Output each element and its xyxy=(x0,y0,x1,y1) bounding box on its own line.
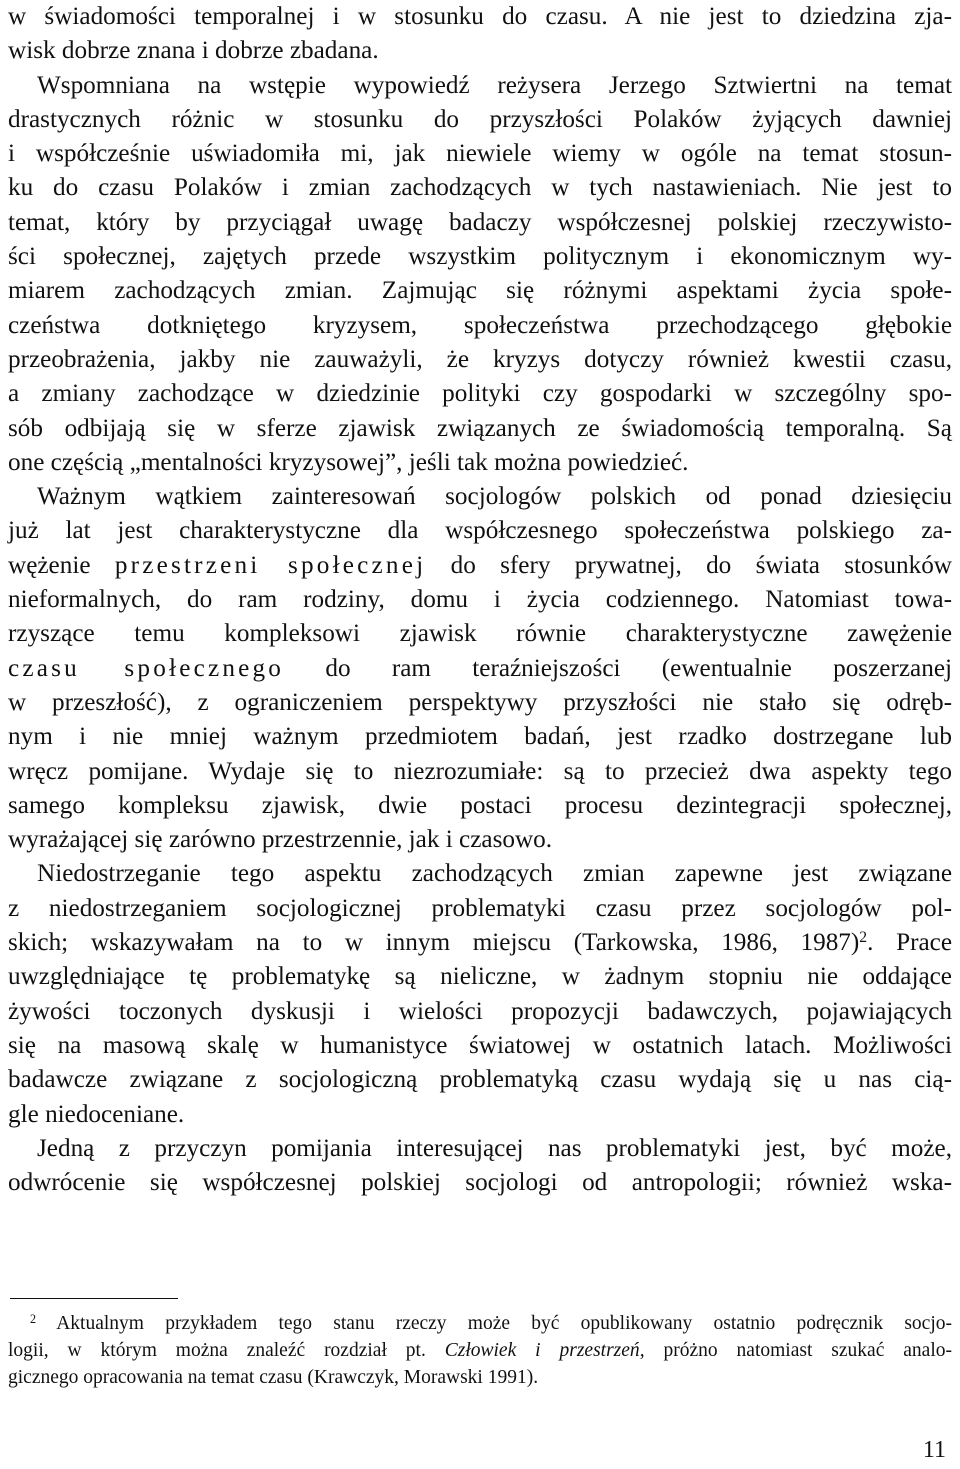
text-run: do ram teraźniejszości (ewentualnie poszerzanej xyxy=(284,654,952,682)
footnotes xyxy=(8,1310,952,1391)
text-line: nieformalnych, do ram rodziny, domu i życia codziennego. Natomiast towa- xyxy=(8,586,952,614)
body-text xyxy=(8,0,952,1200)
page-number: 11 xyxy=(922,1437,946,1463)
footnote-line xyxy=(8,1364,952,1391)
text-line: wisk dobrze znana i dobrze zbadana. xyxy=(8,37,379,65)
footnote-ref xyxy=(859,929,867,946)
book-title: Człowiek i przestrzeń xyxy=(444,1340,640,1361)
footnote-number: 2 xyxy=(30,1311,37,1326)
text-line: Niedostrzeganie tego aspektu zachodzących zmian zapewne jest związane xyxy=(37,860,952,888)
text-line: a zmiany zachodzące w dziedzinie polityki czy gospodarki w szczególny spo- xyxy=(8,380,952,408)
text-line: żywości toczonych dyskusji i wielości propozycji badawczych, pojawiających xyxy=(8,997,952,1025)
text-line: badawcze związane z socjologiczną problematyką czasu wydają się u nas cią- xyxy=(8,1066,952,1094)
text-line: czeństwa dotkniętego kryzysem, społeczeństwa przechodzącego głębokie xyxy=(8,311,952,339)
text-line: wręcz pomijane. Wydaje się to niezrozumiałe: są to przecież dwa aspekty tego xyxy=(8,757,952,785)
text-line: ku do czasu Polaków i zmian zachodzących w tych nastawieniach. Nie jest to xyxy=(8,174,952,202)
text-line: rzyszące temu kompleksowi zjawisk równie charakterystyczne zawężenie xyxy=(8,620,952,648)
text-line: sób odbijają się w sferze zjawisk związanych ze świadomością temporalną. Są xyxy=(8,414,952,442)
text-run: Aktualnym przykładem tego stanu rzeczy może być opublikowany ostatnio podręcznik socjo- xyxy=(56,1313,952,1334)
text-run: gicznego opracowania na temat czasu (Krawczyk, Morawski 1991). xyxy=(8,1367,539,1388)
text-line: ści społecznej, zajętych przede wszystkim politycznym i ekonomicznym wy- xyxy=(8,243,952,271)
text-run: wężenie xyxy=(8,551,115,579)
text-line: gle niedoceniane. xyxy=(8,1100,185,1128)
text-line: w świadomości temporalnej i w stosunku do czasu. A nie jest to dziedzina zja- xyxy=(8,3,952,30)
text-line: z niedostrzeganiem socjologicznej problematyki czasu przez socjologów pol- xyxy=(8,894,952,922)
text-run: skich; wskazywałam na to w innym miejscu (Tarkowska, 1986, 1987) xyxy=(8,929,860,957)
footnote-line xyxy=(8,1310,952,1337)
text-line xyxy=(8,652,952,686)
text-line: Wspomniana na wstępie wypowiedź reżysera Jerzego Sztwiertni na temat xyxy=(37,71,952,99)
text-run: logii, w którym można znaleźć rozdział pt. xyxy=(8,1340,445,1361)
text-line: temat, który by przyciągał uwagę badaczy współczesnej polskiej rzeczywisto- xyxy=(8,208,952,236)
footnote-line xyxy=(8,1337,952,1364)
text-run: . Prace xyxy=(867,929,952,957)
footnote-ref-marker: 2 xyxy=(859,929,868,947)
text-run: do sfery prywatnej, do świata stosunków xyxy=(426,551,952,579)
spaced-emphasis: czasu społecznego xyxy=(8,654,285,682)
text-line: nym i nie mniej ważnym przedmiotem badań, jest rzadko dostrzegane lub xyxy=(8,723,952,751)
text-line: one częścią „mentalności kryzysowej”, jeśli tak można powiedzieć. xyxy=(8,448,689,476)
text-line: miarem zachodzących zmian. Zajmując się różnymi aspektami życia społe- xyxy=(8,277,952,305)
text-line: w przeszłość), z ograniczeniem perspektywy przyszłości nie stało się odręb- xyxy=(8,688,952,716)
text-line: drastycznych różnic w stosunku do przyszłości Polaków żyjących dawniej xyxy=(8,105,952,133)
text-line: się na masową skalę w humanistyce światowej w ostatnich latach. Możliwości xyxy=(8,1031,952,1059)
text-line: przeobrażenia, jakby nie zauważyli, że kryzys dotyczy również kwestii czasu, xyxy=(8,345,952,373)
spaced-emphasis: przestrzeni społecznej xyxy=(114,551,427,579)
text-line: Jedną z przyczyn pomijania interesującej nas problematyki jest, być może, xyxy=(37,1134,952,1162)
text-line: samego kompleksu zjawisk, dwie postaci procesu dezintegracji społecznej, xyxy=(8,791,952,819)
text-line xyxy=(8,549,952,583)
text-line: uwzględniające tę problematykę są nieliczne, w żadnym stopniu nie oddające xyxy=(8,963,952,991)
footnote-separator xyxy=(10,1298,178,1299)
text-run: , próżno natomiast szukać analo- xyxy=(639,1340,952,1361)
text-line: i współcześnie uświadomiła mi, jak niewiele wiemy w ogóle na temat stosun- xyxy=(8,140,952,168)
text-line: Ważnym wątkiem zainteresowań socjologów polskich od ponad dziesięciu xyxy=(37,483,952,511)
text-line: już lat jest charakterystyczne dla współczesnego społeczeństwa polskiego za- xyxy=(8,517,952,545)
text-line xyxy=(8,926,952,960)
text-line: odwrócenie się współczesnej polskiej socjologi od antropologii; również wska- xyxy=(8,1169,952,1197)
text-line: wyrażającej się zarówno przestrzennie, jak i czasowo. xyxy=(8,826,553,854)
